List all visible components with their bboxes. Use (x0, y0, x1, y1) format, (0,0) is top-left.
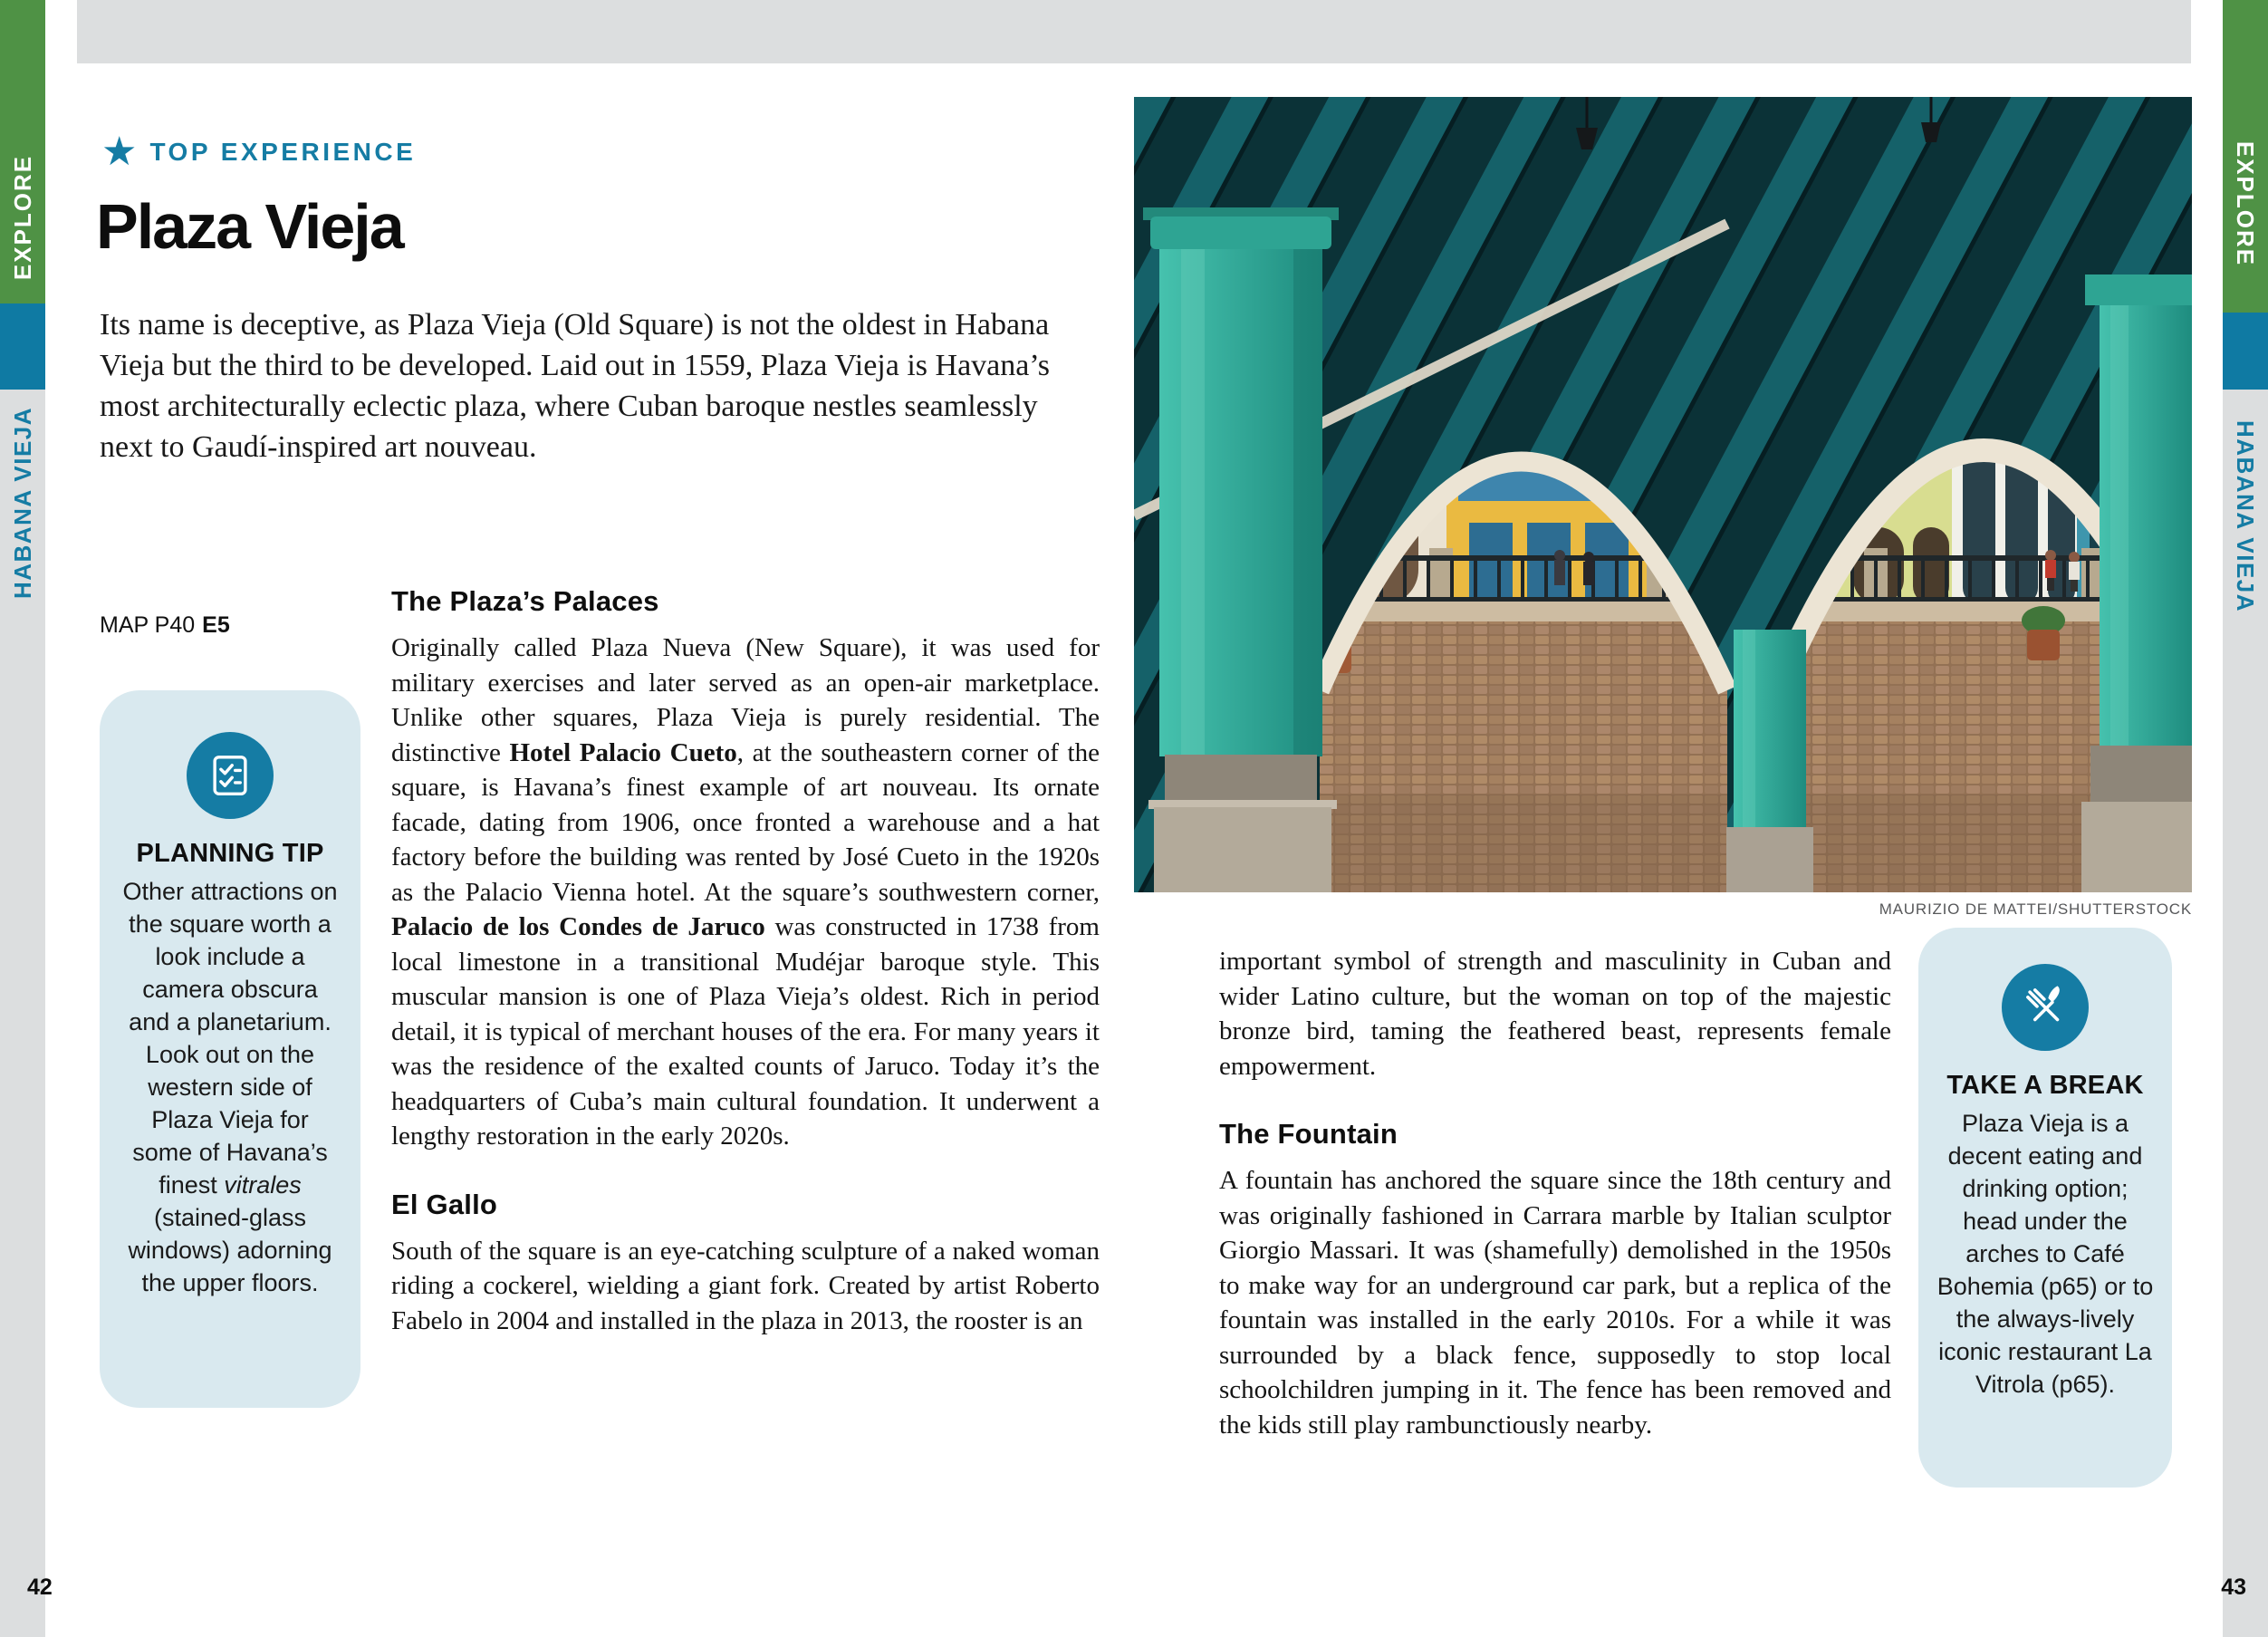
page-number-left: 42 (27, 1574, 53, 1600)
planning-tip-body: Other attractions on the square worth a look include a camera obscura and a planetarium. Look out on the western side of Plaza Vieja for some of Havana’s finest vitrales (stained-glass windows) adorning the upper floors. (122, 878, 338, 1296)
explore-tab-label-left: EXPLORE (9, 154, 36, 281)
explore-tab-label-right: EXPLORE (2232, 140, 2259, 267)
fork-knife-icon (2002, 964, 2089, 1051)
section-heading-fountain: The Fountain (1219, 1118, 1398, 1150)
chapter-tab-label-right: HABANA VIEJA (2232, 419, 2259, 613)
plaza-vieja-photo (1134, 97, 2192, 892)
left-page-article-column (391, 585, 1100, 1338)
planning-tip-title: PLANNING TIP (136, 839, 324, 868)
intro-paragraph: Its name is deceptive, as Plaza Vieja (Old Square) is not the oldest in Habana Vieja but the third to be developed. Laid out in 1559, Plaza Vieja is Havana’s most architecturally eclectic plaza, where Cuban baroque nestles seamlessly next to Gaudí-inspired art nouveau. (100, 308, 1051, 464)
section-heading-palaces: The Plaza’s Palaces (391, 585, 659, 617)
map-grid-ref: E5 (202, 612, 230, 638)
plaza-vieja-photo-illustration (1134, 97, 2192, 892)
section-body-fountain: A fountain has anchored the square since the 18th century and was originally fashioned in Carrara marble by Italian sculptor Giorgio Massari. It was (shamefully) demolished in the 1950s to make way for an underground car park, but a replica of the fountain was installed in the early 2010s. For a while it was surrounded by a black fence, supposedly to stop local schoolchildren jumping in it. The fence has been removed and the kids still play rambunctiously nearby. (1219, 1166, 1891, 1440)
section-heading-el-gallo: El Gallo (391, 1188, 498, 1220)
take-a-break-box (1918, 928, 2172, 1488)
top-experience-eyebrow (101, 129, 417, 175)
photo-credit: MAURIZIO DE MATTEI/SHUTTERSTOCK (1879, 900, 2192, 918)
right-page-article-column (1219, 944, 1891, 1442)
page-number-right: 43 (2221, 1574, 2246, 1600)
take-a-break-body: Plaza Vieja is a decent eating and drinking option; head under the arches to Café Bohemia (p65) or to the always-lively iconic restaurant La Vitrola (p65). (1936, 1110, 2154, 1398)
planning-tip-box (100, 690, 360, 1408)
page-title: Plaza Vieja (96, 191, 403, 262)
chapter-tab-label-left: HABANA VIEJA (9, 406, 36, 600)
section-body-palaces: Originally called Plaza Nueva (New Square), it was used for military exercises and later served as an open-air marketplace. Unlike other squares, Plaza Vieja is purely residential. The distinctive Hotel Palacio Cueto, at the southeastern corner of the square, is Havana’s finest example of art nouveau. Its ornate facade, dating from 1906, once fronted a warehouse and a hat factory before the building was rented by José Cueto in the 1920s as the Palacio Vienna hotel. At the square’s southwestern corner, Palacio de los Condes de Jaruco was constructed in 1738 from local limestone in a transitional Mudéjar baroque style. This muscular mansion is one of Plaza Vieja’s oldest. Rich in period detail, it is typical of merchant houses of the era. For many years it was the residence of the exalted counts of Jaruco. Today it’s the headquarters of Cuba’s main cultural foundation. It underwent a lengthy restoration in the early 2020s. (391, 633, 1100, 1151)
continued-paragraph: important symbol of strength and masculinity in Cuban and wider Latino culture, but the woman on top of the majestic bronze bird, taming the feathered beast, represents female empowerment. (1219, 947, 1891, 1081)
checklist-icon (187, 732, 274, 819)
star-icon: ★ (101, 129, 138, 175)
top-gray-band (77, 0, 2191, 63)
right-blue-tab-bar (2223, 313, 2268, 390)
section-body-el-gallo: South of the square is an eye-catching sculpture of a naked woman riding a cockerel, wielding a giant fork. Created by artist Roberto Fabelo in 2004 and installed in the plaza in 2013, the rooster is an (391, 1236, 1100, 1335)
map-reference-label: MAP P40 (100, 612, 196, 638)
eyebrow-label: TOP EXPERIENCE (149, 138, 417, 166)
take-a-break-title: TAKE A BREAK (1946, 1071, 2144, 1100)
map-reference (100, 612, 230, 639)
